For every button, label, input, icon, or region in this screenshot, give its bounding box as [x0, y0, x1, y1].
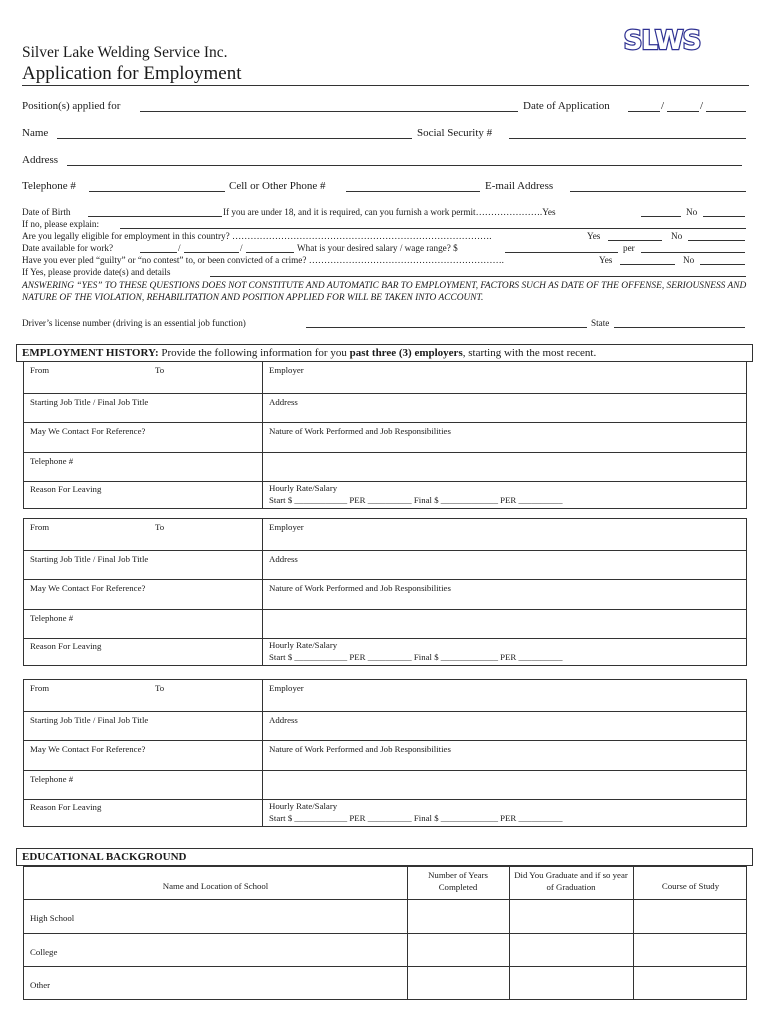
job-title-label: Starting Job Title / Final Job Title [30, 397, 149, 407]
date-available-label: Date available for work? [22, 243, 114, 253]
dob-input[interactable] [88, 216, 222, 217]
col-years-completed: Number of Years Completed [428, 870, 488, 892]
job-title-label: Starting Job Title / Final Job Title [30, 554, 149, 564]
ssn-input[interactable] [509, 138, 746, 139]
to-label: To [155, 365, 165, 375]
email-label: E-mail Address [485, 180, 554, 192]
education-heading-title: EDUCATIONAL BACKGROUND [22, 851, 187, 863]
hourly-rate-label: Hourly Rate/Salary [269, 801, 338, 811]
available-day-input[interactable] [184, 252, 239, 253]
work-permit-no-input[interactable] [703, 216, 745, 217]
contact-reference-label: May We Contact For Reference? [30, 744, 146, 754]
conviction-no-input[interactable] [700, 264, 745, 265]
conviction-yes-input[interactable] [620, 264, 675, 265]
employer-label: Employer [269, 683, 304, 693]
conviction-disclaimer: ANSWERING “YES” TO THESE QUESTIONS DOES NOT CONSTITUTE AND AUTOMATIC BAR TO EMPLOYMENT, FACTORS SUCH AS DATE OF THE OFFENSE, SERIOUSNESS AND NATURE OF THE VIOLATION, REHABILITATION AND POSITION APPLIED FOR WILL BE TAKEN INTO ACCOUNT. [22, 281, 747, 303]
details-label: If Yes, please provide date(s) and details [22, 267, 171, 277]
cell-phone-label: Cell or Other Phone # [229, 180, 326, 192]
address-label: Address [22, 154, 59, 166]
hourly-rate-label: Hourly Rate/Salary [269, 483, 338, 493]
col-school-name: Name and Location of School [162, 881, 269, 891]
explain-input[interactable] [120, 228, 746, 229]
state-label: State [591, 318, 610, 328]
reason-leaving-label: Reason For Leaving [30, 802, 102, 812]
reason-leaving-label: Reason For Leaving [30, 484, 102, 494]
row-college: College [30, 947, 58, 957]
cell-phone-input[interactable] [346, 191, 480, 192]
explain-label: If no, please explain: [22, 219, 100, 229]
page-title: Application for Employment [22, 63, 242, 84]
employer-address-label: Address [269, 554, 298, 564]
to-label: To [155, 522, 165, 532]
logo-text: SLWS [623, 26, 701, 56]
work-permit-no-label: No [686, 207, 698, 217]
application-year-input[interactable] [706, 111, 746, 112]
conviction-no-label: No [683, 255, 695, 265]
position-input[interactable] [140, 111, 518, 112]
work-permit-yes-input[interactable] [641, 216, 681, 217]
employment-history-heading: EMPLOYMENT HISTORY: Provide the following information for you past three (3) employers, starting with the most recent. [16, 344, 753, 362]
nature-of-work-label: Nature of Work Performed and Job Responsibilities [269, 426, 451, 436]
col-graduation: Did You Graduate and if so year of Graduation [514, 870, 628, 892]
contact-reference-label: May We Contact For Reference? [30, 426, 146, 436]
name-input[interactable] [57, 138, 412, 139]
salary-question: What is your desired salary / wage range? $ [297, 243, 458, 253]
state-input[interactable] [614, 327, 745, 328]
available-month-input[interactable] [140, 252, 177, 253]
eligible-no-label: No [671, 231, 683, 241]
job-title-label: Starting Job Title / Final Job Title [30, 715, 149, 725]
employer-address-label: Address [269, 397, 298, 407]
hourly-rate-label: Hourly Rate/Salary [269, 640, 338, 650]
employer-block-2 [23, 518, 747, 666]
row-high-school: High School [30, 913, 75, 923]
employer-telephone-label: Telephone # [30, 456, 74, 466]
ssn-label: Social Security # [417, 127, 493, 139]
company-name: Silver Lake Welding Service Inc. [22, 44, 228, 61]
email-input[interactable] [570, 191, 746, 192]
available-year-input[interactable] [246, 252, 294, 253]
eligible-yes-label: Yes [587, 231, 601, 241]
telephone-label: Telephone # [22, 180, 76, 192]
employment-heading-title: EMPLOYMENT HISTORY: [22, 347, 159, 359]
employer-block-1 [23, 361, 747, 509]
employer-address-label: Address [269, 715, 298, 725]
employer-label: Employer [269, 522, 304, 532]
salary-per-label: per [623, 243, 635, 253]
salary-input[interactable] [505, 252, 618, 253]
eligible-question: Are you legally eligible for employment in this country? …………………………………………………………………………. [22, 231, 492, 241]
eligible-yes-input[interactable] [608, 240, 662, 241]
to-label: To [155, 683, 165, 693]
application-day-input[interactable] [667, 111, 699, 112]
company-logo [617, 24, 707, 56]
from-label: From [30, 683, 50, 693]
telephone-input[interactable] [89, 191, 225, 192]
date-of-application-label: Date of Application [523, 100, 610, 112]
employer-telephone-label: Telephone # [30, 774, 74, 784]
nature-of-work-label: Nature of Work Performed and Job Responsibilities [269, 744, 451, 754]
details-input[interactable] [210, 276, 746, 277]
row-other: Other [30, 980, 51, 990]
conviction-yes-label: Yes [599, 255, 613, 265]
reason-leaving-label: Reason For Leaving [30, 641, 102, 651]
license-input[interactable] [306, 327, 587, 328]
employer-label: Employer [269, 365, 304, 375]
from-label: From [30, 365, 50, 375]
contact-reference-label: May We Contact For Reference? [30, 583, 146, 593]
dob-label: Date of Birth [22, 207, 71, 217]
rate-line: Start $ ____________ PER __________ Final $ _____________ PER __________ [269, 652, 563, 662]
rate-line: Start $ ____________ PER __________ Final $ _____________ PER __________ [269, 495, 563, 505]
education-table [23, 866, 747, 1000]
conviction-question: Have you ever pled “guilty” or “no contest” to, or been convicted of a crime? ………………………………………………………. [22, 255, 504, 265]
application-month-input[interactable] [628, 111, 660, 112]
address-input[interactable] [67, 165, 742, 166]
position-label: Position(s) applied for [22, 100, 121, 112]
work-permit-question: If you are under 18, and it is required, can you furnish a work permit………………….Yes [223, 207, 556, 217]
employer-block-3 [23, 679, 747, 827]
eligible-no-input[interactable] [688, 240, 745, 241]
license-label: Driver’s license number (driving is an essential job function) [22, 318, 246, 328]
nature-of-work-label: Nature of Work Performed and Job Responsibilities [269, 583, 451, 593]
from-label: From [30, 522, 50, 532]
employer-telephone-label: Telephone # [30, 613, 74, 623]
salary-per-input[interactable] [641, 252, 745, 253]
rate-line: Start $ ____________ PER __________ Final $ _____________ PER __________ [269, 813, 563, 823]
name-label: Name [22, 127, 49, 139]
col-course-of-study: Course of Study [661, 881, 720, 891]
education-heading [16, 848, 753, 866]
title-divider [22, 85, 749, 86]
